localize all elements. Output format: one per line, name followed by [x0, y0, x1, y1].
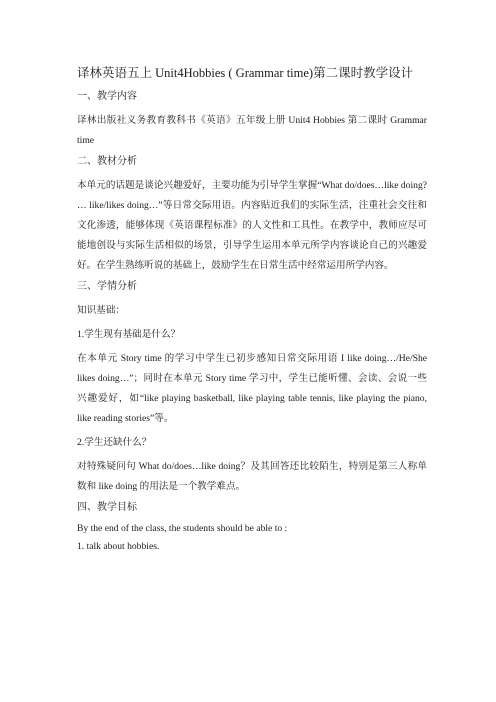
content-paragraph: 译林出版社义务教育教科书《英语》五年级上册 Unit4 Hobbies 第二课时 Grammar time	[77, 115, 427, 146]
question-1: 1.学生现有基础是什么？	[77, 329, 181, 340]
knowledge-label: 知识基础：	[77, 305, 125, 316]
question-1-answer: 在本单元 Story time 的学习中学生已初步感知日常交际用语 I like doing…/He/She likes doing…”；同时在本单元 Story time 学习中，学生已能听懂、会读、会说一些兴趣爱好，如“like playing basketball, like playing table tennis, like playing the piano, like reading stories”等。	[77, 353, 427, 424]
document-title: 译林英语五上 Unit4Hobbies ( Grammar time)第二课时教学设计	[77, 66, 414, 80]
question-2-answer: 对特殊疑问句 What do/does…like doing？及其回答还比较陌生，特别是第三人称单数和 like doing 的用法是一个教学难点。	[77, 461, 427, 492]
document-body	[77, 64, 427, 558]
goals-intro: By the end of the class, the students should be able to :	[77, 523, 288, 534]
section-heading-analysis: 二、教材分析	[77, 156, 137, 167]
question-2: 2.学生还缺什么？	[77, 437, 152, 448]
section-heading-students: 三、学情分析	[77, 281, 137, 292]
section-heading-content: 一、教学内容	[77, 91, 137, 102]
section-heading-goals: 四、教学目标	[77, 502, 137, 513]
analysis-paragraph: 本单元的话题是谈论兴趣爱好，主要功能为引导学生掌握“What do/does…like doing? … like/likes doing…”等日常交际用语。内容贴近我们的实际生活，注重社会交往和文化渗透，能够体现《英语课程标准》的人文性和工具性。在教学中，教师应尽可能地创设与实际生活相似的场景，引导学生运用本单元所学内容谈论自己的兴趣爱好。在学生熟练听说的基础上，鼓励学生在日常生活中经常运用所学内容。	[77, 180, 427, 271]
goal-1: 1. talk about hobbies.	[77, 541, 160, 552]
